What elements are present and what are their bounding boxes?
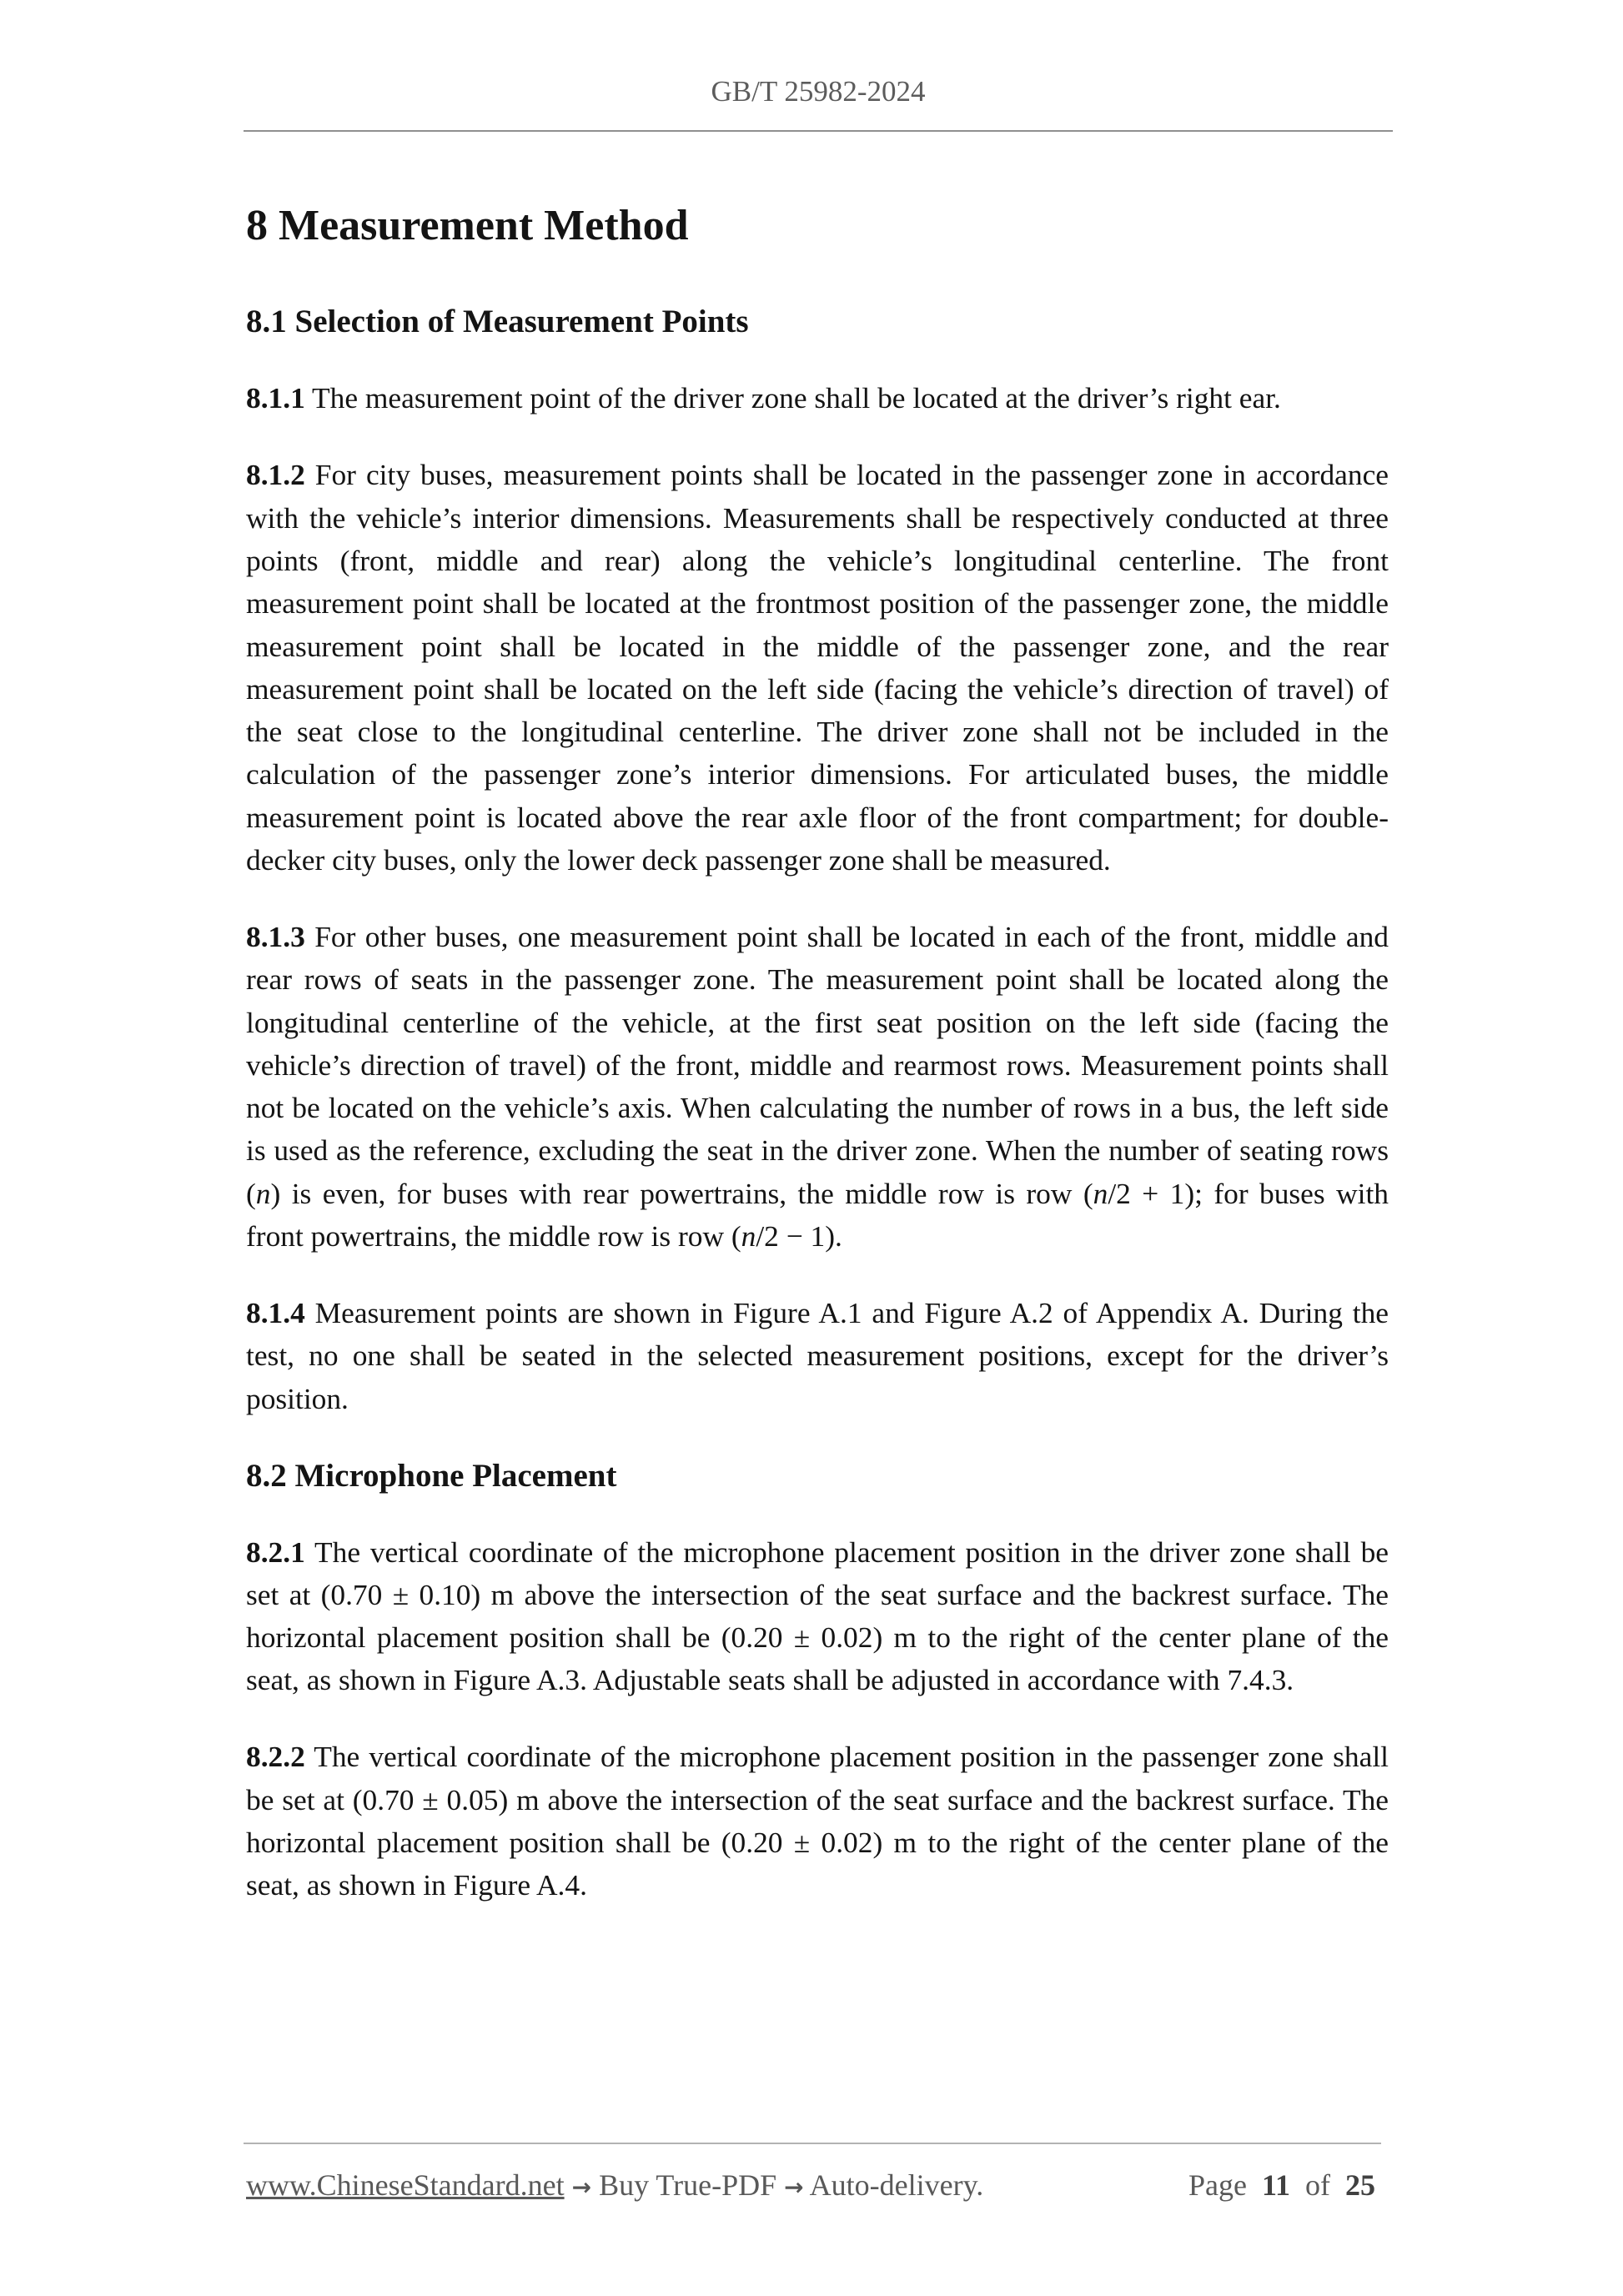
paragraph-line: [246, 796, 1389, 839]
current-page: 11: [1261, 2168, 1290, 2202]
line-text: measurement point shall be located at the frontmost position of the passenger zone, the middle: [246, 586, 1389, 620]
buy-pdf-text: Buy True-PDF: [599, 2168, 777, 2202]
italic-variable: n: [1093, 1176, 1108, 1210]
paragraph-line: [246, 377, 1389, 420]
paragraph-line: [246, 916, 1389, 958]
paragraph-line: [246, 454, 1389, 496]
line-text: points (front, middle and rear) along the vehicle’s longitudinal centerline. The front: [246, 543, 1389, 577]
line-text: measurement point shall be located in the middle of the passenger zone, and the rear: [246, 629, 1389, 663]
page-number: [1188, 2167, 1375, 2203]
paragraph-line: [246, 668, 1389, 711]
footer-promo: [246, 2167, 983, 2203]
sections-container: [246, 300, 1389, 1907]
clause-number: 8.2.2: [246, 1740, 305, 1774]
paragraph-line: [246, 753, 1389, 796]
line-text: The vertical coordinate of the microphone placement position in the passenger zone shall: [314, 1740, 1389, 1774]
paragraph-line: [246, 1531, 1389, 1574]
auto-delivery-text: Auto-delivery.: [809, 2168, 984, 2202]
page-label: Page: [1188, 2168, 1247, 2202]
clause-number: 8.1.3: [246, 919, 305, 953]
line-text: For other buses, one measurement point shall be located in each of the front, middle and: [314, 919, 1389, 953]
line-text: test, no one shall be seated in the selected measurement positions, except for the driver’s: [246, 1339, 1389, 1373]
paragraph-line: [246, 540, 1389, 582]
line-text: with the vehicle’s interior dimensions. Measurements shall be respectively conducted at three: [246, 500, 1389, 535]
clause-number: 8.1.4: [246, 1296, 305, 1330]
paragraph-line: [246, 1129, 1389, 1172]
section-heading: 8.2 Microphone Placement: [246, 1457, 617, 1494]
paragraph-line: [246, 1087, 1389, 1129]
paragraph-line: [246, 1044, 1389, 1087]
line-text: /2 − 1).: [756, 1219, 842, 1254]
footer-divider: [244, 2143, 1381, 2144]
paragraph-line: [246, 1736, 1389, 1778]
total-pages: 25: [1345, 2168, 1375, 2202]
line-text: vehicle’s direction of travel) of the front, middle and rearmost rows. Measurement points shall: [246, 1048, 1389, 1082]
document-code-header: GB/T 25982-2024: [711, 75, 926, 108]
line-text: horizontal placement position shall be (0.20 ± 0.02) m to the right of the center plane of the: [246, 1620, 1389, 1655]
paragraph-line: [246, 839, 1389, 882]
line-text: The measurement point of the driver zone shall be located at the driver’s right ear.: [312, 381, 1281, 415]
line-text: seat, as shown in Figure A.4.: [246, 1868, 587, 1902]
paragraph-line: [246, 1821, 1389, 1864]
italic-variable: n: [255, 1176, 271, 1210]
page-of-label: of: [1305, 2168, 1330, 2202]
page-body: [246, 201, 1389, 1941]
paragraph-line: [246, 1616, 1389, 1659]
paragraph-line: [246, 1173, 1389, 1215]
paragraph-line: [246, 1002, 1389, 1044]
line-text: set at (0.70 ± 0.10) m above the intersection of the seat surface and the backrest surface. The: [246, 1577, 1389, 1611]
paragraph-line: [246, 1292, 1389, 1334]
line-text: The vertical coordinate of the microphone placement position in the driver zone shall be: [314, 1535, 1389, 1569]
line-text: longitudinal centerline of the vehicle, at the first seat position on the left side (facing the: [246, 1005, 1389, 1039]
paragraph-line: [246, 625, 1389, 668]
right-arrow-icon: →: [571, 2173, 592, 2201]
line-text: the seat close to the longitudinal centerline. The driver zone shall not be included in the: [246, 715, 1389, 749]
clause-number: 8.1.1: [246, 381, 305, 415]
clause-8-1-4: [246, 1292, 1389, 1420]
clause-8-2-1: [246, 1531, 1389, 1702]
paragraph-line: [246, 1864, 1389, 1907]
paragraph-line: [246, 1779, 1389, 1821]
clause-number: 8.1.2: [246, 458, 305, 492]
paragraph-line: [246, 582, 1389, 625]
paragraph-line: [246, 1659, 1389, 1701]
paragraph-line: [246, 1574, 1389, 1616]
line-text: /2 + 1); for buses with: [1108, 1176, 1389, 1210]
section-heading: 8.1 Selection of Measurement Points: [246, 304, 749, 340]
line-text: front powertrains, the middle row is row (: [246, 1219, 741, 1254]
line-text: position.: [246, 1381, 349, 1415]
paragraph-line: [246, 1334, 1389, 1377]
paragraph-line: [246, 711, 1389, 753]
italic-variable: n: [741, 1219, 756, 1254]
section-8-1: [246, 300, 1389, 1420]
line-text: horizontal placement position shall be (0.20 ± 0.02) m to the right of the center plane of the: [246, 1826, 1389, 1860]
line-text: calculation of the passenger zone’s interior dimensions. For articulated buses, the middle: [246, 757, 1389, 791]
paragraph-line: [246, 497, 1389, 540]
line-text: not be located on the vehicle’s axis. When calculating the number of rows in a bus, the left side: [246, 1091, 1389, 1125]
clause-8-2-2: [246, 1736, 1389, 1907]
line-text: Measurement points are shown in Figure A.1 and Figure A.2 of Appendix A. During the: [314, 1296, 1389, 1330]
line-text: be set at (0.70 ± 0.05) m above the intersection of the seat surface and the backrest surface. The: [246, 1782, 1389, 1816]
clause-8-1-2: [246, 454, 1389, 882]
section-8-2: [246, 1454, 1389, 1907]
website-link[interactable]: www.ChineseStandard.net: [246, 2168, 565, 2202]
line-text: decker city buses, only the lower deck passenger zone shall be measured.: [246, 842, 1111, 877]
header-divider: [244, 130, 1393, 132]
line-text: ) is even, for buses with rear powertrains, the middle row is row (: [270, 1176, 1093, 1210]
line-text: (: [246, 1176, 256, 1210]
line-text: seat, as shown in Figure A.3. Adjustable seats shall be adjusted in accordance with 7.4.3.: [246, 1663, 1294, 1697]
line-text: rear rows of seats in the passenger zone. The measurement point shall be located along the: [246, 962, 1389, 997]
line-text: measurement point is located above the rear axle floor of the front compartment; for double-: [246, 800, 1389, 834]
clause-8-1-1: [246, 377, 1389, 420]
paragraph-line: [246, 958, 1389, 1001]
paragraph-line: [246, 1378, 1389, 1420]
line-text: For city buses, measurement points shall be located in the passenger zone in accordance: [314, 458, 1389, 492]
clause-8-1-3: [246, 916, 1389, 1258]
line-text: is used as the reference, excluding the seat in the driver zone. When the number of seating rows: [246, 1133, 1389, 1168]
line-text: measurement point shall be located on the left side (facing the vehicle’s direction of travel) of: [246, 671, 1389, 706]
paragraph-line: [246, 1215, 1389, 1258]
clause-number: 8.2.1: [246, 1535, 305, 1569]
chapter-title: 8 Measurement Method: [246, 202, 689, 249]
right-arrow-icon: →: [784, 2173, 804, 2201]
